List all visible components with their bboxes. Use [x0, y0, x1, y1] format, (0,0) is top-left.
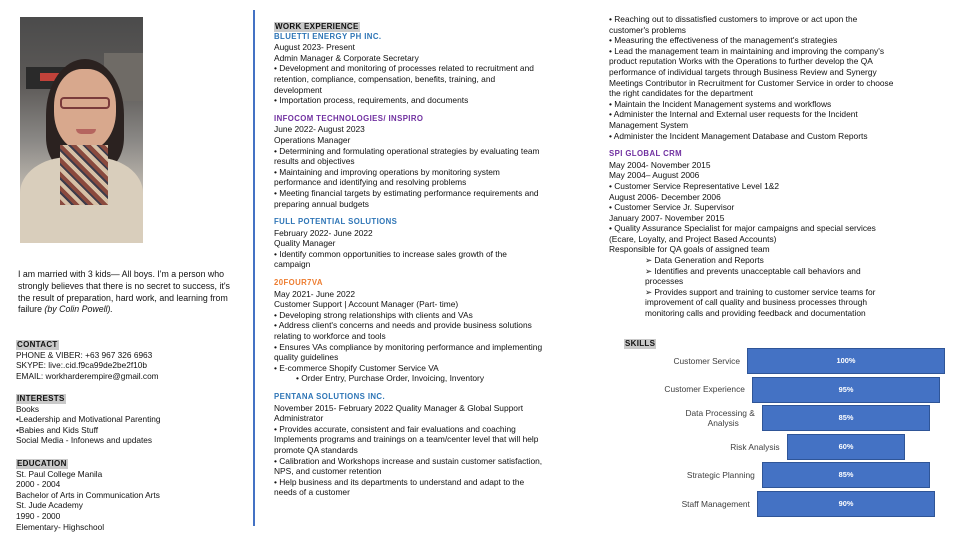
- job-line: January 2007- November 2015: [609, 212, 725, 223]
- job-line: • Customer Service Jr. Supervisor: [609, 202, 735, 213]
- job-line: Administrator: [274, 413, 324, 424]
- skill-category-label: [632, 499, 750, 509]
- quote-text: I am married with 3 kids— All boys. I'm a person who strongly believes that there is no secret to success, it's the result of preparation, hard work, and learning from failure: [18, 269, 230, 315]
- photo-smile: [76, 129, 96, 134]
- interest-item: •Babies and Kids Stuff: [16, 424, 99, 435]
- job-line: February 2022- June 2022: [274, 227, 373, 238]
- job-line: Admin Manager & Corporate Secretary: [274, 52, 419, 63]
- job-line: • Lead the management team in maintaining and improving the company's: [609, 45, 885, 56]
- photo-face: [54, 69, 116, 151]
- work-experience-heading: WORK EXPERIENCE: [275, 22, 359, 31]
- spacer: [274, 384, 594, 392]
- job-line: • Calibration and Workshops increase and sustain customer satisfaction,: [274, 455, 543, 466]
- skill-value-label: 85%: [838, 470, 854, 480]
- skill-category-label: [637, 470, 755, 480]
- skill-value-label: 90%: [838, 499, 854, 508]
- job-subitem: monitoring calls and providing feedback and documentation: [645, 308, 866, 319]
- interest-item: •Leadership and Motivational Parenting: [16, 414, 161, 425]
- job-line: product reputation Works with the Operations to further develop the QA: [609, 56, 873, 67]
- job-subitem: ➢ Data Generation and Reports: [645, 255, 764, 266]
- job-line: • Identify common opportunities to increase sales growth of the: [274, 248, 507, 259]
- company-pentana: PENTANA SOLUTIONS INC.: [274, 392, 386, 401]
- job-line: needs of a customer: [274, 487, 350, 498]
- job-line: • Ensures VAs compliance by monitoring performance and implementing: [274, 341, 543, 352]
- job-line: Quality Manager: [274, 238, 336, 249]
- job-subitem: ➢ Identifies and prevents unacceptable call behaviors and: [645, 265, 861, 276]
- job-line: • Administer the Internal and External user requests for the Incident: [609, 109, 858, 120]
- work-experience-column-continued: [609, 14, 949, 319]
- skills-heading: SKILLS: [625, 339, 656, 348]
- job-line: • Help business and its departments to understand and adapt to the: [274, 476, 525, 487]
- education-section: [16, 458, 246, 532]
- company-spi-global: SPI GLOBAL CRM: [609, 149, 683, 159]
- job-line: • Maintain the Incident Management systems and workflows: [609, 98, 832, 109]
- job-line: • Customer Service Representative Level 1&2: [609, 180, 780, 191]
- education-line: St. Jude Academy: [16, 500, 83, 511]
- job-line: June 2022- August 2023: [274, 124, 365, 135]
- job-line: • E-commerce Shopify Customer Service VA: [274, 362, 439, 373]
- job-line: Management System: [609, 119, 689, 130]
- skill-category-label: [662, 442, 780, 452]
- spacer: [274, 270, 594, 278]
- education-line: Bachelor of Arts in Communication Arts: [16, 489, 160, 500]
- skills-chart: [622, 338, 952, 528]
- interest-item: Social Media - Infonews and updates: [16, 435, 153, 446]
- contact-email: EMAIL: workharderempire@gmail.com: [16, 370, 159, 381]
- job-line: • Maintaining and improving operations by monitoring system: [274, 166, 500, 177]
- job-line: • Meeting financial targets by estimating performance requirements and: [274, 187, 539, 198]
- profile-photo: [20, 17, 143, 243]
- job-line: • Reaching out to dissatisfied customers to improve or act upon the: [609, 14, 858, 24]
- education-line: St. Paul College Manila: [16, 468, 103, 479]
- job-line: May 2004- November 2015: [609, 159, 711, 170]
- job-line: • Quality Assurance Specialist for major campaigns and special services: [609, 223, 876, 234]
- job-subitem: • Order Entry, Purchase Order, Invoicing, Inventory: [296, 373, 485, 384]
- personal-quote: [18, 269, 240, 316]
- job-line: relating to workforce and tools: [274, 331, 386, 342]
- job-line: Responsible for QA goals of assigned team: [609, 244, 770, 255]
- job-line: May 2004– August 2006: [609, 170, 700, 181]
- skill-category-label-line: Data Processing &: [685, 407, 755, 418]
- job-line: performance and identifying and resolving problems: [274, 177, 467, 188]
- job-line: • Development and monitoring of processes related to recruitment and: [274, 63, 534, 74]
- job-subitem: processes: [645, 276, 684, 287]
- skill-value-label: 60%: [838, 441, 854, 451]
- skill-value-label: 95%: [838, 384, 854, 394]
- education-line: Elementary- Highschool: [16, 521, 105, 532]
- job-line: promote QA standards: [274, 444, 358, 455]
- job-line: • Provides accurate, consistent and fair evaluations and coaching: [274, 423, 516, 434]
- job-line: Implements programs and trainings on a team/center level that will help: [274, 434, 539, 445]
- contact-skype: SKYPE: live:.cid.f9ca99de2be2f10b: [16, 360, 147, 371]
- job-subitem: improvement of call quality and business processes through: [645, 297, 868, 308]
- job-line: performance of individual targets through Business Review and Synergy: [609, 66, 877, 77]
- job-line: the right candidates for the department: [609, 88, 753, 99]
- spacer: [609, 141, 949, 149]
- skill-category-label-line: Staff Management: [681, 498, 750, 509]
- skill-category-label: [622, 356, 740, 366]
- job-line: May 2021- June 2022: [274, 288, 356, 299]
- job-line: quality guidelines: [274, 352, 339, 363]
- job-line: Customer Support | Account Manager (Part- time): [274, 299, 459, 310]
- education-line: 1990 - 2000: [16, 510, 61, 521]
- skill-category-label: [627, 384, 745, 394]
- interest-item: Books: [16, 403, 40, 414]
- contact-section: [16, 339, 246, 381]
- job-line: preparing annual budgets: [274, 198, 369, 209]
- photo-glasses: [60, 97, 110, 109]
- work-experience-column: [274, 21, 594, 498]
- skill-category-label-line: Analysis: [707, 418, 739, 429]
- job-line: • Administer the Incident Management Database and Custom Reports: [609, 130, 868, 141]
- company-bluetti: BLUETTI ENERGY PH INC.: [274, 31, 382, 41]
- company-20four7va: 20FOUR7VA: [274, 278, 323, 288]
- spacer: [274, 106, 594, 114]
- skill-category-label-line: Customer Experience: [664, 384, 745, 395]
- job-line: • Determining and formulating operational strategies by evaluating team: [274, 145, 540, 156]
- skill-category-label: [637, 408, 755, 429]
- education-heading: EDUCATION: [17, 459, 67, 468]
- job-line: results and objectives: [274, 156, 355, 167]
- job-line: Meetings Contributor in Recruitment for Customer Service in order to choose: [609, 77, 894, 88]
- job-line: NPS, and customer retention: [274, 466, 382, 477]
- left-column: [0, 0, 252, 540]
- job-line: development: [274, 84, 322, 95]
- job-line: • Developing strong relationships with clients and VAs: [274, 309, 473, 320]
- job-line: • Importation process, requirements, and documents: [274, 95, 469, 106]
- job-line: November 2015- February 2022 Quality Manager & Global Support: [274, 402, 524, 413]
- job-subitem: ➢ Provides support and training to customer service teams for: [645, 286, 876, 297]
- skill-category-label-line: Strategic Planning: [686, 470, 755, 481]
- interests-section: [16, 393, 246, 446]
- job-line: retention, compliance, compensation, benefits, training, and: [274, 73, 496, 84]
- skill-value-label: 85%: [838, 413, 854, 423]
- contact-heading: CONTACT: [17, 340, 58, 349]
- job-line: August 2006- December 2006: [609, 191, 721, 202]
- column-divider: [253, 10, 255, 526]
- photo-scarf: [60, 145, 108, 205]
- contact-phone: PHONE & VIBER: +63 967 326 6963: [16, 349, 153, 360]
- job-line: • Measuring the effectiveness of the management's strategies: [609, 35, 838, 46]
- job-line: customer's problems: [609, 24, 686, 35]
- interests-heading: INTERESTS: [17, 394, 65, 403]
- education-line: 2000 - 2004: [16, 479, 61, 490]
- job-line: (Ecare, Loyalty, and Project Based Accounts): [609, 233, 777, 244]
- company-infocom: INFOCOM TECHNOLOGIES/ INSPIRO: [274, 113, 424, 123]
- quote-author: (by Colin Powell).: [44, 304, 113, 315]
- skill-value-label: 100%: [836, 356, 856, 365]
- company-full-potential: FULL POTENTIAL SOLUTIONS: [274, 217, 398, 227]
- skill-category-label-line: Risk Analysis: [730, 441, 780, 452]
- spacer: [274, 209, 594, 217]
- job-line: • Address client's concerns and needs and provide business solutions: [274, 320, 532, 331]
- skill-category-label-line: Customer Service: [673, 355, 740, 366]
- job-line: campaign: [274, 259, 311, 270]
- job-line: Operations Manager: [274, 134, 351, 145]
- job-line: August 2023- Present: [274, 42, 356, 53]
